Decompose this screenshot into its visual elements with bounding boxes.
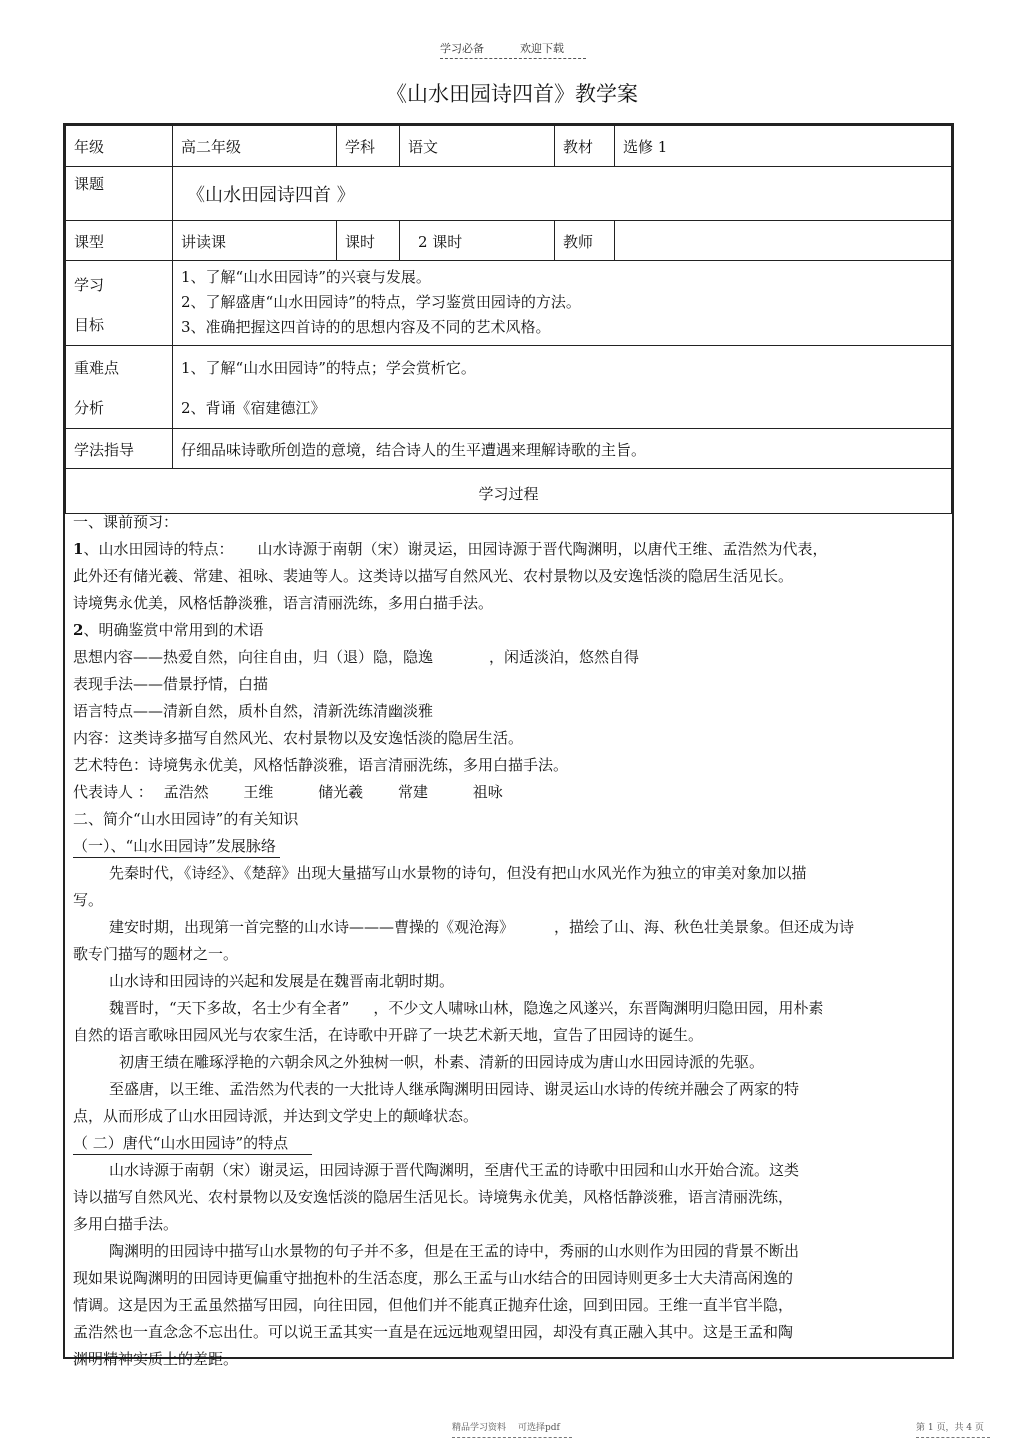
goal-item: 3、准确把握这四首诗的的思想内容及不同的艺术风格。 <box>181 318 551 336</box>
paragraph-line: 建安时期，出现第一首完整的山水诗———曹操的《观沧海》 ，描绘了山、海、秋色壮美景象。但还成为诗 <box>109 918 855 936</box>
process-heading: 学习过程 <box>478 485 539 503</box>
key-point-item: 2、背诵《宿建德江》 <box>181 399 326 417</box>
teacher-value <box>615 221 951 231</box>
topic-value: 《山水田园诗四首 》 <box>187 185 355 206</box>
info-row-topic <box>66 167 952 221</box>
goals-list <box>173 261 951 340</box>
subject-label: 学科 <box>345 138 376 156</box>
goals-label: 学习 目标 <box>74 276 105 334</box>
lesson-body <box>73 509 944 1373</box>
term-expression: 表现手法——借景抒情，白描 <box>73 675 269 693</box>
paragraph-line: 此外还有储光羲、常建、祖咏、裴迪等人。这类诗以描写自然风光、农村景物以及安逸恬淡的隐居生活见长。 <box>73 567 794 585</box>
paragraph-line: 陶渊明的田园诗中描写山水景物的句子并不多，但是在王孟的诗中，秀丽的山水则作为田园的背景不断出 <box>109 1242 800 1260</box>
info-row-type <box>66 221 952 261</box>
lesson-type-label: 课型 <box>74 233 105 251</box>
method-value: 仔细品味诗歌所创造的意境，结合诗人的生平遭遇来理解诗歌的主旨。 <box>181 441 647 459</box>
key-point-item: 1、了解“山水田园诗”的特点；学会赏析它。 <box>181 359 476 377</box>
header-left: 学习必备 <box>440 42 484 55</box>
poet-name: 王维 <box>243 783 274 801</box>
poet-name: 常建 <box>397 783 428 801</box>
info-row-method <box>66 429 952 469</box>
term-thought: 思想内容——热爱自然，向往自由，归（退）隐，隐逸 ，闲适淡泊，悠然自得 <box>73 648 640 666</box>
paragraph-line: 山水诗源于南朝（宋）谢灵运，田园诗源于晋代陶渊明，至唐代王孟的诗歌中田园和山水开始合流。这类 <box>109 1161 800 1179</box>
paragraph-line: 现如果说陶渊明的田园诗更偏重守拙抱朴的生活态度，那么王孟与山水结合的田园诗则更多士大夫清高闲逸的 <box>73 1269 794 1287</box>
goal-item: 1、了解“山水田园诗”的兴衰与发展。 <box>181 268 431 286</box>
terms-heading: 2、明确鉴赏中常用到的术语 <box>73 621 264 639</box>
section-1-title: 一、课前预习： <box>73 513 179 531</box>
header-right: 欢迎下载 <box>520 42 564 55</box>
footer-left-divider <box>452 1437 572 1438</box>
info-row-grade <box>66 126 952 167</box>
paragraph-line: 山水诗和田园诗的兴起和发展是在魏晋南北朝时期。 <box>109 972 455 990</box>
poet-name: 祖咏 <box>472 783 503 801</box>
lesson-type-value: 讲读课 <box>181 233 227 251</box>
page-header <box>440 40 564 56</box>
section-2-title: 二、简介“山水田园诗”的有关知识 <box>73 810 299 828</box>
topic-label: 课题 <box>74 175 105 193</box>
paragraph-line: 自然的语言歌咏田园风光与农家生活，在诗歌中开辟了一块艺术新天地，宣告了田园诗的诞生。 <box>73 1026 704 1044</box>
paragraph-line: 情调。这是因为王孟虽然描写田园，向往田园，但他们并不能真正抛弃仕途，回到田园。王维一直半官半隐， <box>73 1296 794 1314</box>
info-row-goals <box>66 261 952 346</box>
term-language: 语言特点——清新自然，质朴自然，清新洗练清幽淡雅 <box>73 702 434 720</box>
key-points-label: 重难点 分析 <box>74 359 120 417</box>
paragraph-line: 初唐王绩在雕琢浮艳的六朝余风之外独树一帜，朴素、清新的田园诗成为唐山水田园诗派的先驱。 <box>119 1053 765 1071</box>
poets-label: 代表诗人 ： <box>73 783 153 801</box>
grade-label: 年级 <box>74 138 105 156</box>
info-row-key-points <box>66 346 952 429</box>
paragraph-line: 诗以描写自然风光、农村景物以及安逸恬淡的隐居生活见长。诗境隽永优美，风格恬静淡雅，语言清丽洗练， <box>73 1188 794 1206</box>
paragraph-line: 点，从而形成了山水田园诗派，并达到文学史上的颠峰状态。 <box>73 1107 479 1125</box>
poets-line <box>73 779 944 806</box>
paragraph-line: 魏晋时，“天下多故，名士少有全者” ，不少文人啸咏山林，隐逸之风遂兴，东晋陶渊明归隐田园，用朴素 <box>109 999 824 1017</box>
page-title: 《山水田园诗四首》教学案 <box>386 82 638 106</box>
key-points-list <box>173 346 951 428</box>
method-label: 学法指导 <box>74 441 135 459</box>
feature-line: 1、山水田园诗的特点： 山水诗源于南朝（宋）谢灵运，田园诗源于晋代陶渊明，以唐代王维、孟浩然为代表， <box>73 540 828 558</box>
info-row-process <box>66 469 952 514</box>
paragraph-line: 诗境隽永优美，风格恬静淡雅，语言清丽洗练，多用白描手法。 <box>73 594 494 612</box>
paragraph-line: 孟浩然也一直念念不忘出仕。可以说王孟其实一直是在远远地观望田园，却没有真正融入其中。这是王孟和陶 <box>73 1323 794 1341</box>
subsection-2-title: （ 二）唐代“山水田园诗”的特点 <box>73 1130 944 1157</box>
paragraph-line: 先秦时代，《诗经》、《楚辞》出现大量描写山水景物的诗句，但没有把山水风光作为独立的审美对象加以描 <box>109 864 807 882</box>
poet-name: 孟浩然 <box>163 783 209 801</box>
footer-left: 精品学习资料 可选择pdf <box>452 1423 560 1433</box>
goal-item: 2、了解盛唐“山水田园诗”的特点，学习鉴赏田园诗的方法。 <box>181 293 581 311</box>
hours-label: 课时 <box>345 233 376 251</box>
grade-value: 高二年级 <box>181 138 242 156</box>
paragraph-line: 渊明精神实质上的差距。 <box>73 1350 239 1368</box>
poet-name: 储光羲 <box>318 783 364 801</box>
paragraph-line: 至盛唐，以王维、孟浩然为代表的一大批诗人继承陶渊明田园诗、谢灵运山水诗的传统并融会了两家的特 <box>109 1080 800 1098</box>
paragraph-line: 写。 <box>73 891 104 909</box>
paragraph-line: 歌专门描写的题材之一。 <box>73 945 239 963</box>
subject-value: 语文 <box>408 138 439 156</box>
teacher-label: 教师 <box>563 233 594 251</box>
lesson-plan-sheet <box>63 123 954 1368</box>
paragraph-line: 多用白描手法。 <box>73 1215 179 1233</box>
textbook-value: 选修 1 <box>623 138 668 156</box>
footer-page-number: 第 1 页，共 4 页 <box>916 1423 984 1433</box>
footer-right-divider <box>916 1437 990 1438</box>
hours-value: 2 课时 <box>418 233 463 251</box>
info-table <box>65 125 952 514</box>
term-content: 内容：这类诗多描写自然风光、农村景物以及安逸恬淡的隐居生活。 <box>73 729 524 747</box>
textbook-label: 教材 <box>563 138 594 156</box>
header-divider <box>440 58 586 59</box>
subsection-1-title: （一）、“山水田园诗”发展脉络 <box>73 833 944 860</box>
term-art: 艺术特色：诗境隽永优美，风格恬静淡雅，语言清丽洗练，多用白描手法。 <box>73 756 569 774</box>
